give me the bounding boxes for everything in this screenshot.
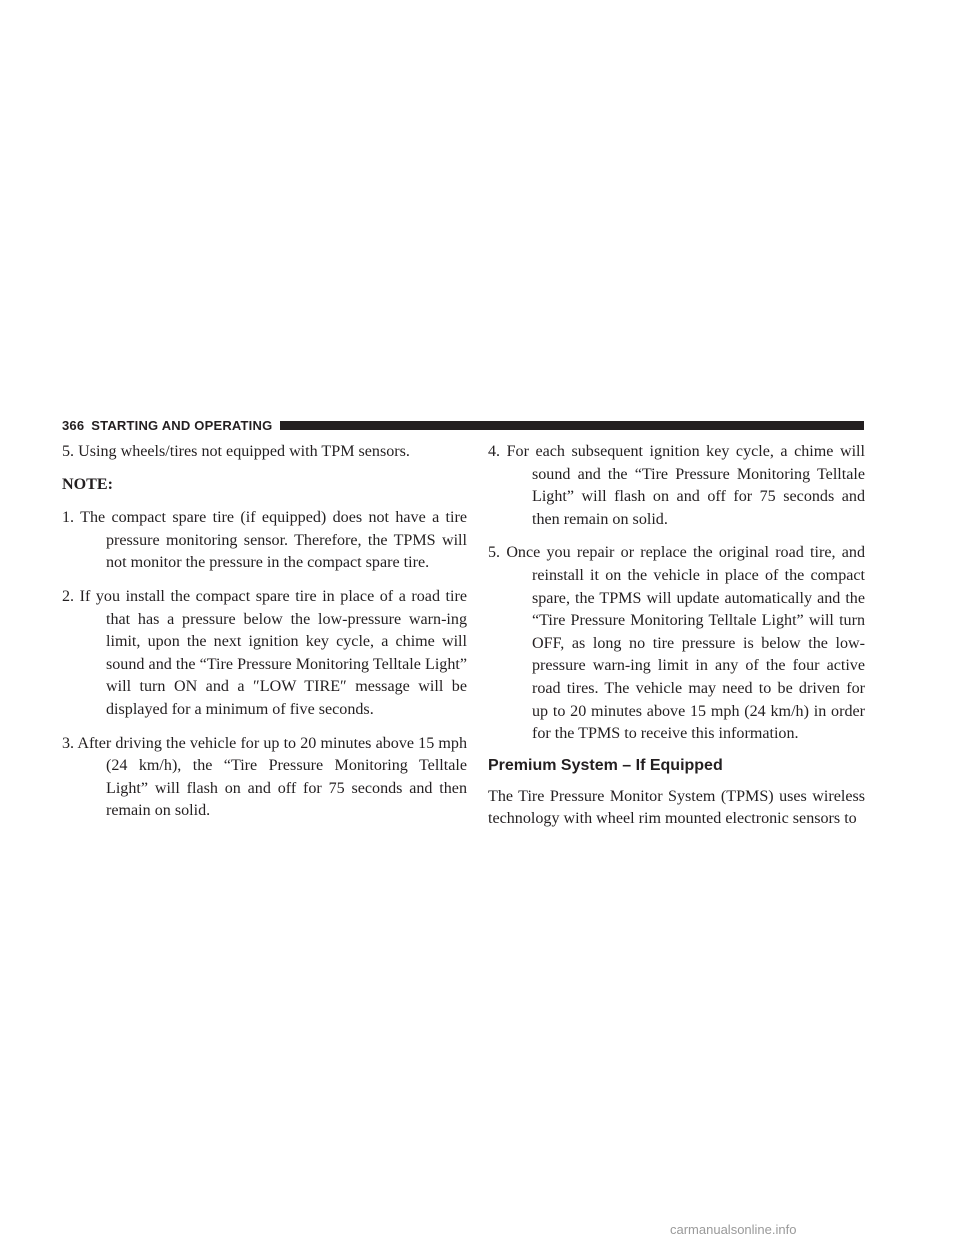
note-item-2: 2. If you install the compact spare tire in place of a road tire that has a pressure below the low-pressure warn-ing limit, upon the next ignition key cycle, a chime will sound and the “Tire Pressure Monitoring Telltale Light” will turn ON and a ″LOW TIRE″ message will be displayed for a minimum of five seconds. bbox=[62, 587, 467, 718]
note-item-3: 3. After driving the vehicle for up to 20 minutes above 15 mph (24 km/h), the “Tire Pressure Monitoring Telltale Light” will flash on and off for 75 seconds and then remain on solid. bbox=[62, 734, 467, 820]
note-label: NOTE: bbox=[62, 475, 113, 493]
left-column bbox=[62, 441, 467, 823]
watermark: carmanualsonline.info bbox=[670, 1222, 797, 1237]
page-header bbox=[62, 418, 864, 432]
page-number: 366 bbox=[62, 417, 85, 433]
section-title: STARTING AND OPERATING bbox=[91, 417, 273, 433]
list-item-5-wheels: 5. Using wheels/tires not equipped with TPM sensors. bbox=[62, 443, 410, 460]
header-rule bbox=[280, 421, 864, 430]
body-paragraph: The Tire Pressure Monitor System (TPMS) uses wireless technology with wheel rim mounted electronic sensors to bbox=[488, 787, 865, 828]
right-column bbox=[488, 441, 865, 831]
note-item-5: 5. Once you repair or replace the original road tire, and reinstall it on the vehicle in place of the compact spare, the TPMS will update automatically and the “Tire Pressure Monitoring Telltale Light” will turn OFF, as long no tire pressure is below the low-pressure warn-ing limit in any of the four active road tires. The vehicle may need to be driven for up to 20 minutes above 15 mph (24 km/h) in order for the TPMS to receive this information. bbox=[488, 544, 865, 743]
note-item-1: 1. The compact spare tire (if equipped) does not have a tire pressure monitoring sensor. Therefore, the TPMS will not monitor the pressure in the compact spare tire. bbox=[62, 509, 467, 572]
note-item-4: 4. For each subsequent ignition key cycle, a chime will sound and the “Tire Pressure Monitoring Telltale Light” will flash on and off for 75 seconds and then remain on solid. bbox=[488, 443, 865, 528]
section-subheading: Premium System – If Equipped bbox=[488, 756, 723, 774]
